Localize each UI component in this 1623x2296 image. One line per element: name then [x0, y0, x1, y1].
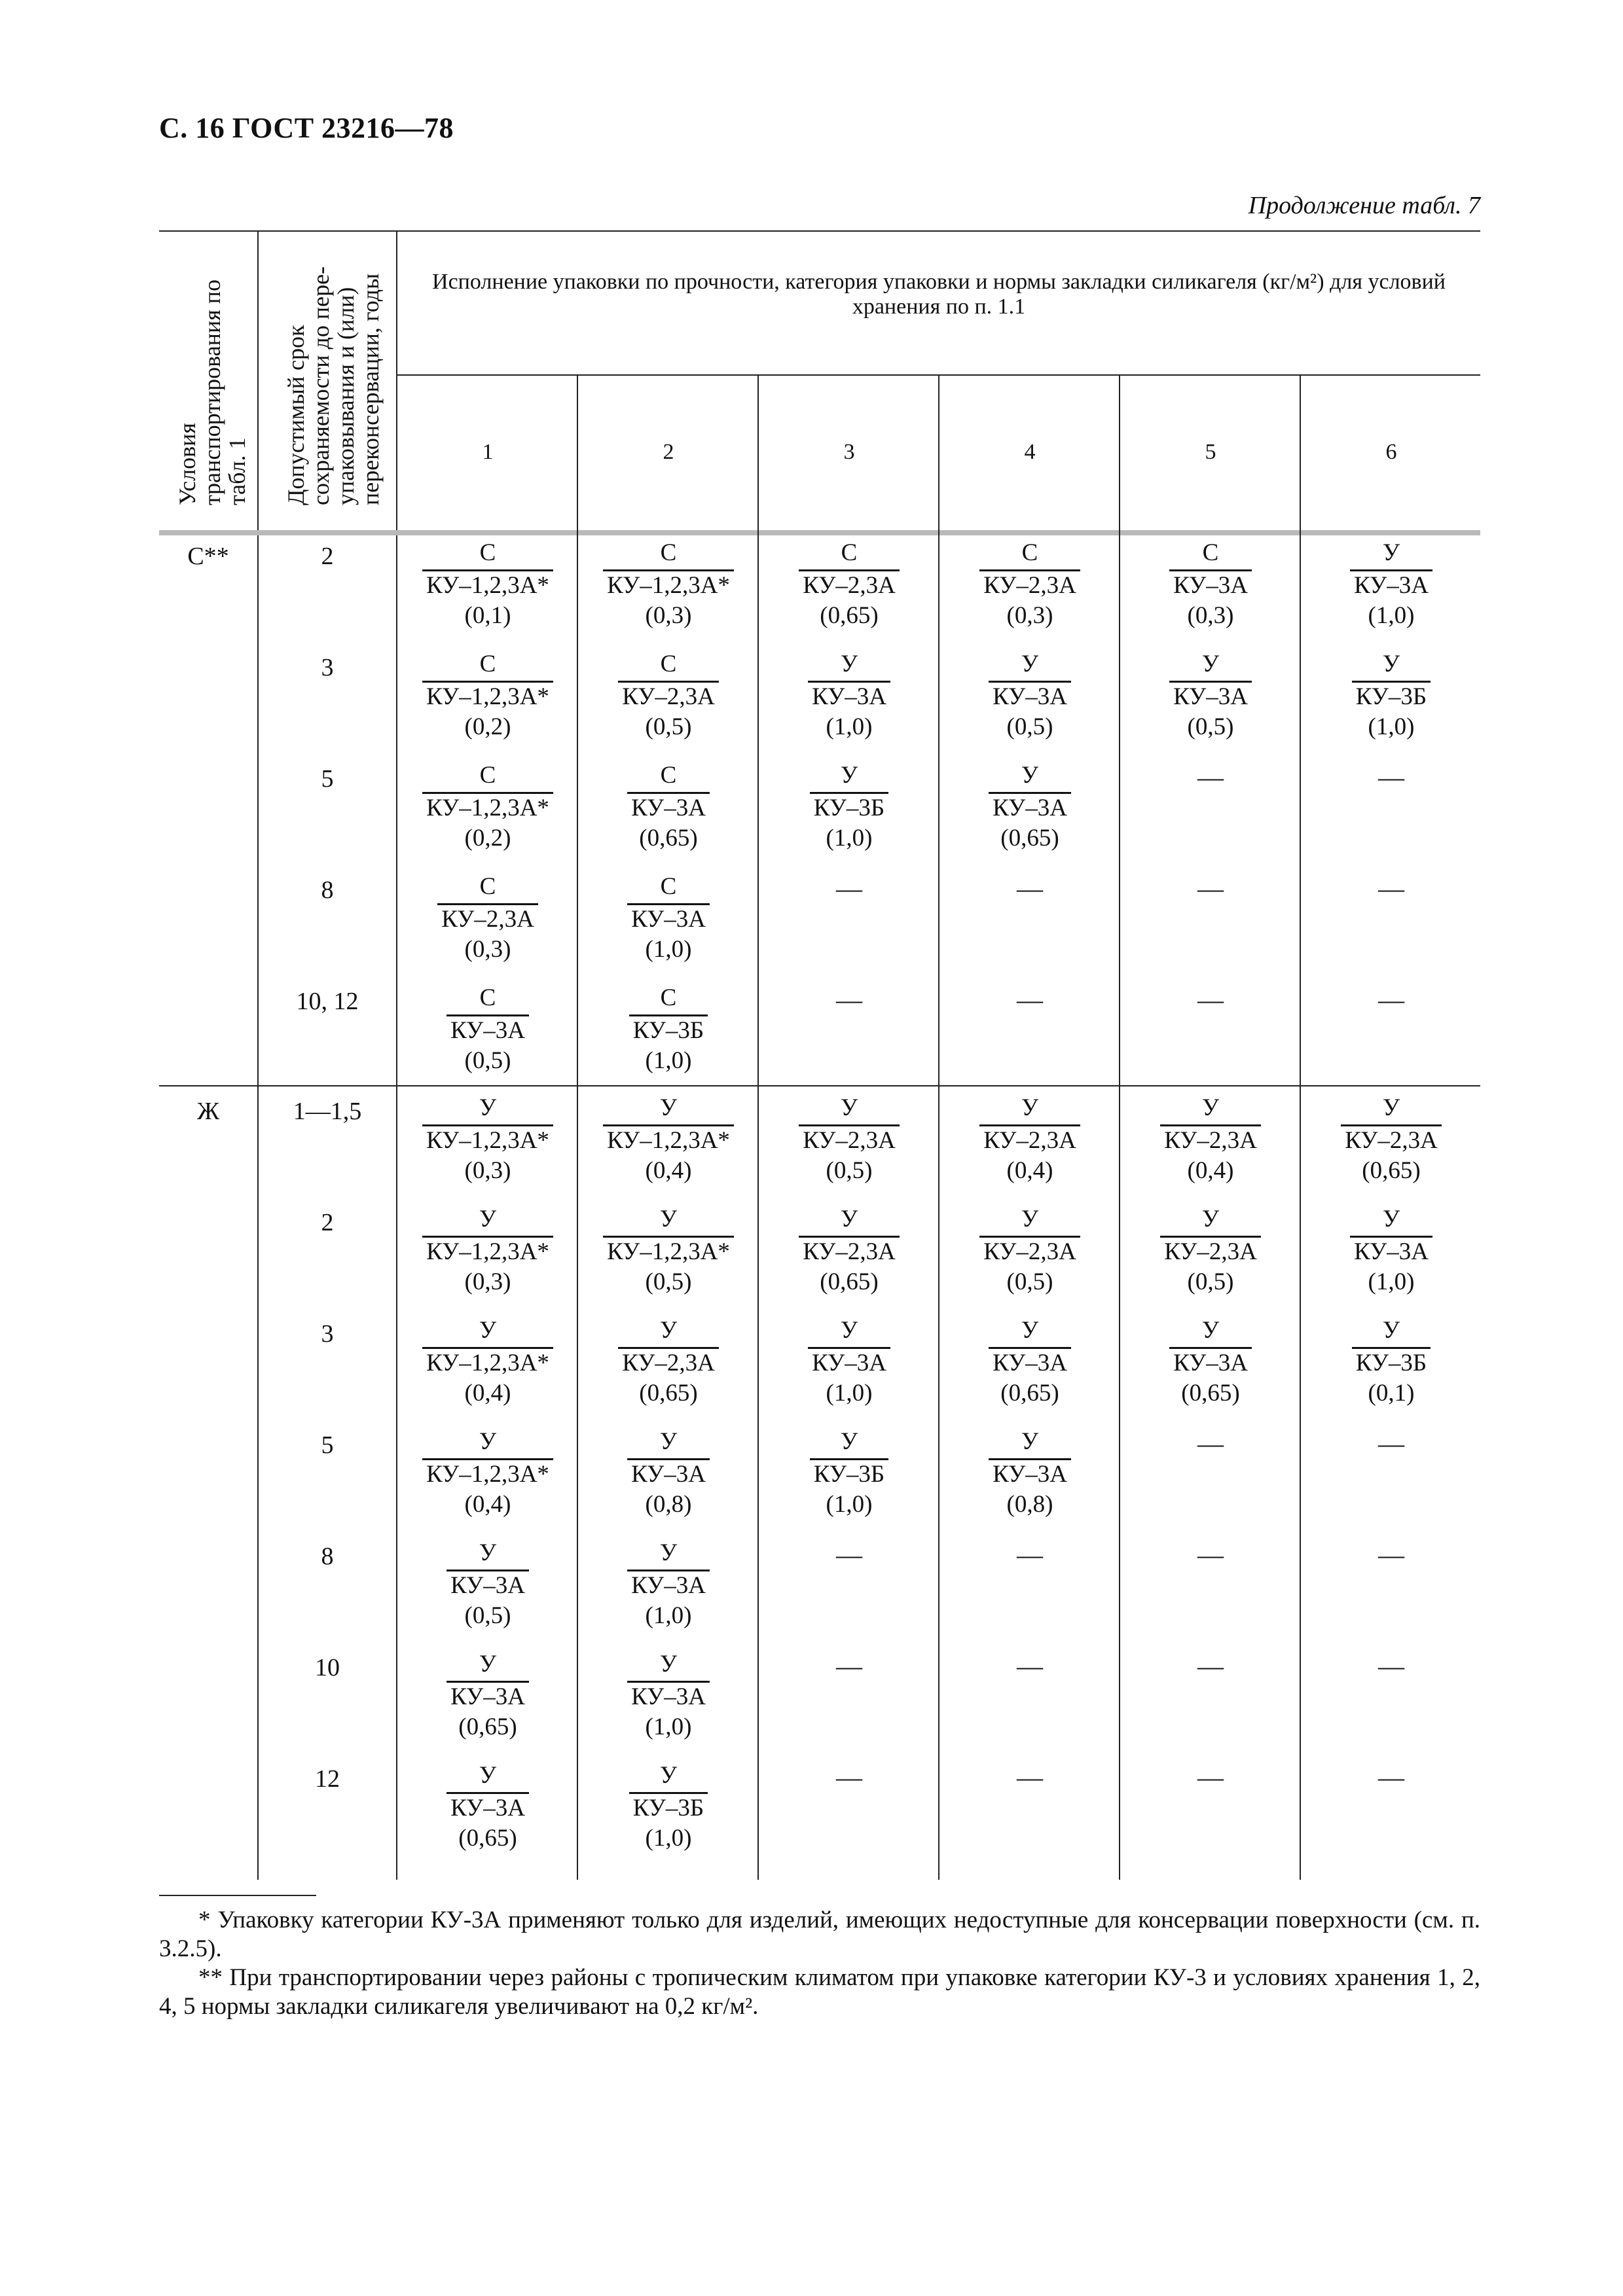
packaging-cell — [759, 761, 939, 853]
strength-execution: У — [840, 651, 858, 677]
packaging-spec-header: Исполнение упаковки по прочности, категория упаковки и нормы закладки силикагеля (кг/м²) для условий хранения по п. 1.1 — [432, 270, 1446, 319]
empty-cell-dash: — — [1378, 762, 1404, 792]
packaging-cell — [578, 1761, 759, 1854]
column-number-1: 1 — [482, 440, 494, 464]
strength-execution: У — [1201, 1317, 1220, 1344]
silica-gel-norm: (0,3) — [464, 1268, 511, 1295]
packaging-category: КУ–3А — [447, 1014, 529, 1045]
packaging-category: КУ–3А — [1169, 1347, 1252, 1378]
packaging-cell — [1120, 538, 1301, 631]
footnote-1: * Упаковку категории КУ-3А применяют только для изделий, имеющих недоступные для консервации поверхности (см. п. 3.2.5). — [159, 1907, 1480, 1962]
storage-period: 3 — [321, 1320, 334, 1348]
silica-gel-norm: (1,0) — [826, 713, 873, 740]
silica-gel-norm: (0,1) — [464, 602, 511, 629]
silica-gel-norm: (0,65) — [1000, 825, 1059, 852]
group-divider — [159, 1085, 1480, 1086]
packaging-cell — [578, 649, 759, 742]
strength-execution: У — [1382, 1094, 1400, 1121]
packaging-cell — [397, 983, 578, 1076]
empty-cell-dash: — — [836, 1763, 862, 1792]
packaging-category: КУ–1,2,3А* — [422, 1458, 553, 1489]
strength-execution: С — [660, 539, 677, 566]
packaging-category: КУ–3А — [447, 1570, 529, 1600]
col-divider — [257, 230, 259, 1880]
packaging-cell — [397, 1204, 578, 1297]
strength-execution: У — [1021, 1094, 1039, 1121]
strength-execution: У — [659, 1094, 678, 1121]
packaging-category: КУ–3А — [627, 1570, 710, 1600]
silica-gel-norm: (0,65) — [458, 1825, 517, 1852]
silica-gel-norm: (0,5) — [1187, 713, 1234, 740]
packaging-category: КУ–1,2,3А* — [422, 569, 553, 600]
packaging-category: КУ–1,2,3А* — [422, 1347, 553, 1378]
storage-period: 2 — [321, 1209, 334, 1236]
footnote-rule — [159, 1895, 316, 1896]
empty-cell-dash: — — [1378, 1763, 1404, 1792]
packaging-cell — [759, 1093, 939, 1186]
packaging-category: КУ–1,2,3А* — [422, 681, 553, 711]
footnotes — [159, 1906, 1480, 2021]
empty-cell-dash: — — [836, 874, 862, 903]
strength-execution: С — [479, 539, 496, 566]
packaging-cell — [759, 1427, 939, 1520]
strength-execution: С — [660, 984, 677, 1011]
empty-cell-dash: — — [1197, 1540, 1224, 1570]
continuation-label: Продолжение табл. 7 — [1248, 192, 1480, 219]
column-number-4: 4 — [1024, 440, 1036, 464]
empty-cell-dash: — — [1017, 1540, 1043, 1570]
strength-execution: У — [1382, 1206, 1400, 1232]
strength-execution: У — [840, 1428, 858, 1455]
packaging-category: КУ–2,3А — [979, 1236, 1080, 1266]
packaging-cell — [1301, 1316, 1482, 1408]
packaging-category: КУ–1,2,3А* — [603, 569, 734, 600]
packaging-cell — [939, 538, 1120, 631]
packaging-cell — [759, 1204, 939, 1297]
silica-gel-norm: (0,3) — [1187, 602, 1234, 629]
packaging-cell — [1120, 1093, 1301, 1186]
strength-execution: У — [1021, 762, 1039, 789]
strength-execution: У — [479, 1651, 497, 1677]
strength-execution: С — [479, 651, 496, 677]
strength-execution: У — [1021, 1428, 1039, 1455]
empty-cell-dash: — — [1378, 874, 1404, 903]
strength-execution: У — [1201, 651, 1220, 677]
silica-gel-norm: (0,3) — [464, 936, 511, 963]
packaging-cell — [939, 1093, 1120, 1186]
strength-execution: У — [659, 1762, 678, 1789]
strength-execution: С — [660, 651, 677, 677]
strength-execution: У — [479, 1762, 497, 1789]
packaging-cell — [397, 1093, 578, 1186]
column-number-5: 5 — [1205, 440, 1216, 464]
silica-gel-norm: (0,2) — [464, 825, 511, 852]
packaging-cell — [578, 1538, 759, 1631]
strength-execution: У — [1201, 1094, 1220, 1121]
packaging-cell — [578, 761, 759, 853]
silica-gel-norm: (0,65) — [820, 602, 879, 629]
silica-gel-norm: (1,0) — [645, 1825, 692, 1852]
silica-gel-norm: (1,0) — [1368, 713, 1415, 740]
strength-execution: У — [479, 1539, 497, 1566]
strength-execution: У — [479, 1317, 497, 1344]
packaging-cell — [759, 1316, 939, 1408]
silica-gel-norm: (0,5) — [464, 1047, 511, 1074]
strength-execution: У — [840, 762, 858, 789]
silica-gel-norm: (1,0) — [1368, 602, 1415, 629]
silica-gel-norm: (0,8) — [645, 1491, 692, 1518]
packaging-category: КУ–1,2,3А* — [422, 1124, 553, 1155]
packaging-category: КУ–3А — [808, 1347, 890, 1378]
packaging-category: КУ–3Б — [810, 1458, 888, 1489]
storage-period: 12 — [315, 1765, 340, 1793]
silica-gel-norm: (0,3) — [464, 1157, 511, 1184]
silica-gel-norm: (0,4) — [1006, 1157, 1053, 1184]
packaging-category: КУ–2,3А — [799, 1236, 900, 1266]
packaging-category: КУ–2,3А — [979, 1124, 1080, 1155]
silica-gel-norm: (0,65) — [1181, 1380, 1240, 1407]
packaging-category: КУ–3Б — [810, 792, 888, 823]
strength-execution: У — [479, 1094, 497, 1121]
empty-cell-dash: — — [836, 1651, 862, 1681]
strength-execution: У — [1201, 1206, 1220, 1232]
silica-gel-norm: (0,2) — [464, 713, 511, 740]
silica-gel-norm: (0,65) — [639, 825, 698, 852]
empty-cell-dash: — — [1197, 985, 1224, 1014]
packaging-category: КУ–3А — [627, 1458, 710, 1489]
packaging-cell — [578, 1649, 759, 1742]
silica-gel-norm: (0,65) — [820, 1268, 879, 1295]
packaging-cell — [1301, 1204, 1482, 1297]
packaging-cell — [1120, 1316, 1301, 1408]
packaging-cell — [1301, 538, 1482, 631]
strength-execution: С — [479, 873, 496, 900]
silica-gel-norm: (0,65) — [639, 1380, 698, 1407]
transport-condition: Ж — [196, 1098, 220, 1125]
packaging-category: КУ–3Б — [1352, 1347, 1431, 1378]
packaging-category: КУ–3А — [447, 1792, 529, 1823]
silica-gel-norm: (1,0) — [645, 1713, 692, 1740]
empty-cell-dash: — — [836, 1540, 862, 1570]
strength-execution: У — [840, 1317, 858, 1344]
packaging-category: КУ–2,3А — [1160, 1236, 1261, 1266]
packaging-cell — [397, 1427, 578, 1520]
empty-cell-dash: — — [1197, 762, 1224, 792]
storage-period: 1—1,5 — [293, 1098, 362, 1125]
strength-execution: С — [1202, 539, 1219, 566]
storage-period-header: Допустимый срок сохраняемости до пере- упаковывания и (или) переконсервации, годы — [283, 266, 384, 505]
packaging-category: КУ–3А — [627, 792, 710, 823]
packaging-category: КУ–3Б — [1352, 681, 1431, 711]
silica-gel-norm: (0,4) — [645, 1157, 692, 1184]
packaging-category: КУ–3А — [989, 1347, 1071, 1378]
strength-execution: У — [659, 1651, 678, 1677]
strength-execution: С — [479, 762, 496, 789]
silica-gel-norm: (0,5) — [645, 1268, 692, 1295]
strength-execution: У — [1382, 539, 1400, 566]
packaging-cell — [939, 1316, 1120, 1408]
footnote-2: ** При транспортировании через районы с тропическим климатом при упаковке категории КУ-3 и условиях хранения 1, 2, 4, 5 нормы закладки силикагеля увеличивают на 0,2 кг/м². — [159, 1964, 1480, 2020]
packaging-category: КУ–2,3А — [618, 1347, 719, 1378]
empty-cell-dash: — — [1378, 1540, 1404, 1570]
packaging-category: КУ–2,3А — [618, 681, 719, 711]
packaging-cell — [397, 1316, 578, 1408]
packaging-category: КУ–1,2,3А* — [422, 1236, 553, 1266]
packaging-cell — [397, 1761, 578, 1854]
empty-cell-dash: — — [1017, 1763, 1043, 1792]
storage-period: 8 — [321, 876, 334, 904]
packaging-cell — [578, 983, 759, 1076]
strength-execution: С — [841, 539, 858, 566]
column-number-2: 2 — [663, 440, 674, 464]
silica-gel-norm: (0,5) — [645, 713, 692, 740]
strength-execution: У — [1382, 651, 1400, 677]
silica-gel-norm: (0,65) — [1362, 1157, 1421, 1184]
storage-period: 8 — [321, 1543, 334, 1570]
packaging-category: КУ–3А — [989, 681, 1071, 711]
packaging-category: КУ–3А — [989, 1458, 1071, 1489]
packaging-cell — [1120, 649, 1301, 742]
silica-gel-norm: (0,65) — [1000, 1380, 1059, 1407]
silica-gel-norm: (0,8) — [1006, 1491, 1053, 1518]
silica-gel-norm: (1,0) — [645, 936, 692, 963]
strength-execution: У — [840, 1094, 858, 1121]
packaging-category: КУ–2,3А — [437, 903, 538, 934]
transport-condition: С** — [187, 543, 229, 570]
packaging-cell — [1120, 1204, 1301, 1297]
packaging-cell — [1301, 1093, 1482, 1186]
empty-cell-dash: — — [1378, 1651, 1404, 1681]
packaging-cell — [397, 761, 578, 853]
strength-execution: С — [660, 762, 677, 789]
packaging-category: КУ–3А — [989, 792, 1071, 823]
silica-gel-norm: (0,1) — [1368, 1380, 1415, 1407]
header-bottom-rule — [159, 530, 1480, 535]
storage-period: 3 — [321, 654, 334, 681]
packaging-category: КУ–2,3А — [799, 1124, 900, 1155]
packaging-cell — [759, 538, 939, 631]
empty-cell-dash: — — [836, 985, 862, 1014]
packaging-cell — [939, 649, 1120, 742]
packaging-category: КУ–1,2,3А* — [422, 792, 553, 823]
strength-execution: С — [479, 984, 496, 1011]
storage-period: 10, 12 — [296, 988, 359, 1015]
storage-period: 5 — [321, 1431, 334, 1459]
packaging-category: КУ–3А — [1350, 569, 1432, 600]
empty-cell-dash: — — [1017, 1651, 1043, 1681]
packaging-category: КУ–3А — [808, 681, 890, 711]
packaging-category: КУ–3А — [1169, 681, 1252, 711]
packaging-cell — [578, 1204, 759, 1297]
packaging-cell — [578, 872, 759, 965]
strength-execution: С — [660, 873, 677, 900]
packaging-category: КУ–3А — [447, 1681, 529, 1712]
silica-gel-norm: (1,0) — [826, 1491, 873, 1518]
silica-gel-norm: (0,4) — [1187, 1157, 1234, 1184]
packaging-cell — [578, 1316, 759, 1408]
packaging-cell — [939, 761, 1120, 853]
packaging-cell — [397, 872, 578, 965]
silica-gel-norm: (0,65) — [458, 1713, 517, 1740]
empty-cell-dash: — — [1197, 874, 1224, 903]
silica-gel-norm: (1,0) — [1368, 1268, 1415, 1295]
empty-cell-dash: — — [1378, 985, 1404, 1014]
strength-execution: У — [1021, 1317, 1039, 1344]
packaging-cell — [939, 1427, 1120, 1520]
silica-gel-norm: (0,3) — [645, 602, 692, 629]
silica-gel-norm: (0,5) — [1006, 713, 1053, 740]
strength-execution: У — [840, 1206, 858, 1232]
storage-period: 5 — [321, 765, 334, 793]
packaging-cell — [397, 538, 578, 631]
table-top-rule — [159, 230, 1480, 232]
empty-cell-dash: — — [1378, 1429, 1404, 1458]
packaging-category: КУ–3А — [627, 903, 710, 934]
packaging-category: КУ–2,3А — [979, 569, 1080, 600]
silica-gel-norm: (1,0) — [645, 1602, 692, 1629]
silica-gel-norm: (0,5) — [464, 1602, 511, 1629]
packaging-category: КУ–2,3А — [799, 569, 900, 600]
storage-period: 2 — [321, 543, 334, 570]
silica-gel-norm: (0,5) — [1187, 1268, 1234, 1295]
packaging-cell — [1301, 649, 1482, 742]
packaging-category: КУ–3А — [1350, 1236, 1432, 1266]
silica-gel-norm: (0,3) — [1006, 602, 1053, 629]
packaging-category: КУ–3Б — [629, 1792, 708, 1823]
storage-period: 10 — [315, 1654, 340, 1681]
strength-execution: У — [479, 1428, 497, 1455]
strength-execution: У — [659, 1317, 678, 1344]
silica-gel-norm: (1,0) — [826, 825, 873, 852]
packaging-category: КУ–3А — [1169, 569, 1252, 600]
silica-gel-norm: (0,4) — [464, 1380, 511, 1407]
strength-execution: У — [1021, 651, 1039, 677]
column-number-3: 3 — [843, 440, 855, 464]
strength-execution: У — [479, 1206, 497, 1232]
packaging-category: КУ–3Б — [629, 1014, 708, 1045]
strength-execution: У — [659, 1206, 678, 1232]
silica-gel-norm: (0,5) — [826, 1157, 873, 1184]
packaging-category: КУ–1,2,3А* — [603, 1124, 734, 1155]
strength-execution: У — [659, 1539, 678, 1566]
packaging-cell — [578, 538, 759, 631]
silica-gel-norm: (0,4) — [464, 1491, 511, 1518]
page-header: С. 16 ГОСТ 23216—78 — [159, 112, 454, 144]
strength-execution: У — [1382, 1317, 1400, 1344]
packaging-category: КУ–1,2,3А* — [603, 1236, 734, 1266]
column-number-6: 6 — [1385, 440, 1397, 464]
packaging-cell — [397, 1649, 578, 1742]
storage-norms-table — [159, 230, 1480, 1880]
empty-cell-dash: — — [1197, 1429, 1224, 1458]
packaging-category: КУ–2,3А — [1160, 1124, 1261, 1155]
empty-cell-dash: — — [1197, 1763, 1224, 1792]
silica-gel-norm: (1,0) — [826, 1380, 873, 1407]
packaging-cell — [578, 1093, 759, 1186]
packaging-cell — [397, 649, 578, 742]
strength-execution: С — [1021, 539, 1038, 566]
transport-conditions-header: Условия транспортирования по табл. 1 — [174, 279, 250, 505]
packaging-category: КУ–2,3А — [1341, 1124, 1442, 1155]
packaging-cell — [397, 1538, 578, 1631]
strength-execution: У — [659, 1428, 678, 1455]
empty-cell-dash: — — [1017, 874, 1043, 903]
silica-gel-norm: (0,5) — [1006, 1268, 1053, 1295]
packaging-category: КУ–3А — [627, 1681, 710, 1712]
packaging-cell — [578, 1427, 759, 1520]
strength-execution: У — [1021, 1206, 1039, 1232]
empty-cell-dash: — — [1017, 985, 1043, 1014]
silica-gel-norm: (1,0) — [645, 1047, 692, 1074]
packaging-cell — [759, 649, 939, 742]
packaging-cell — [939, 1204, 1120, 1297]
empty-cell-dash: — — [1197, 1651, 1224, 1681]
